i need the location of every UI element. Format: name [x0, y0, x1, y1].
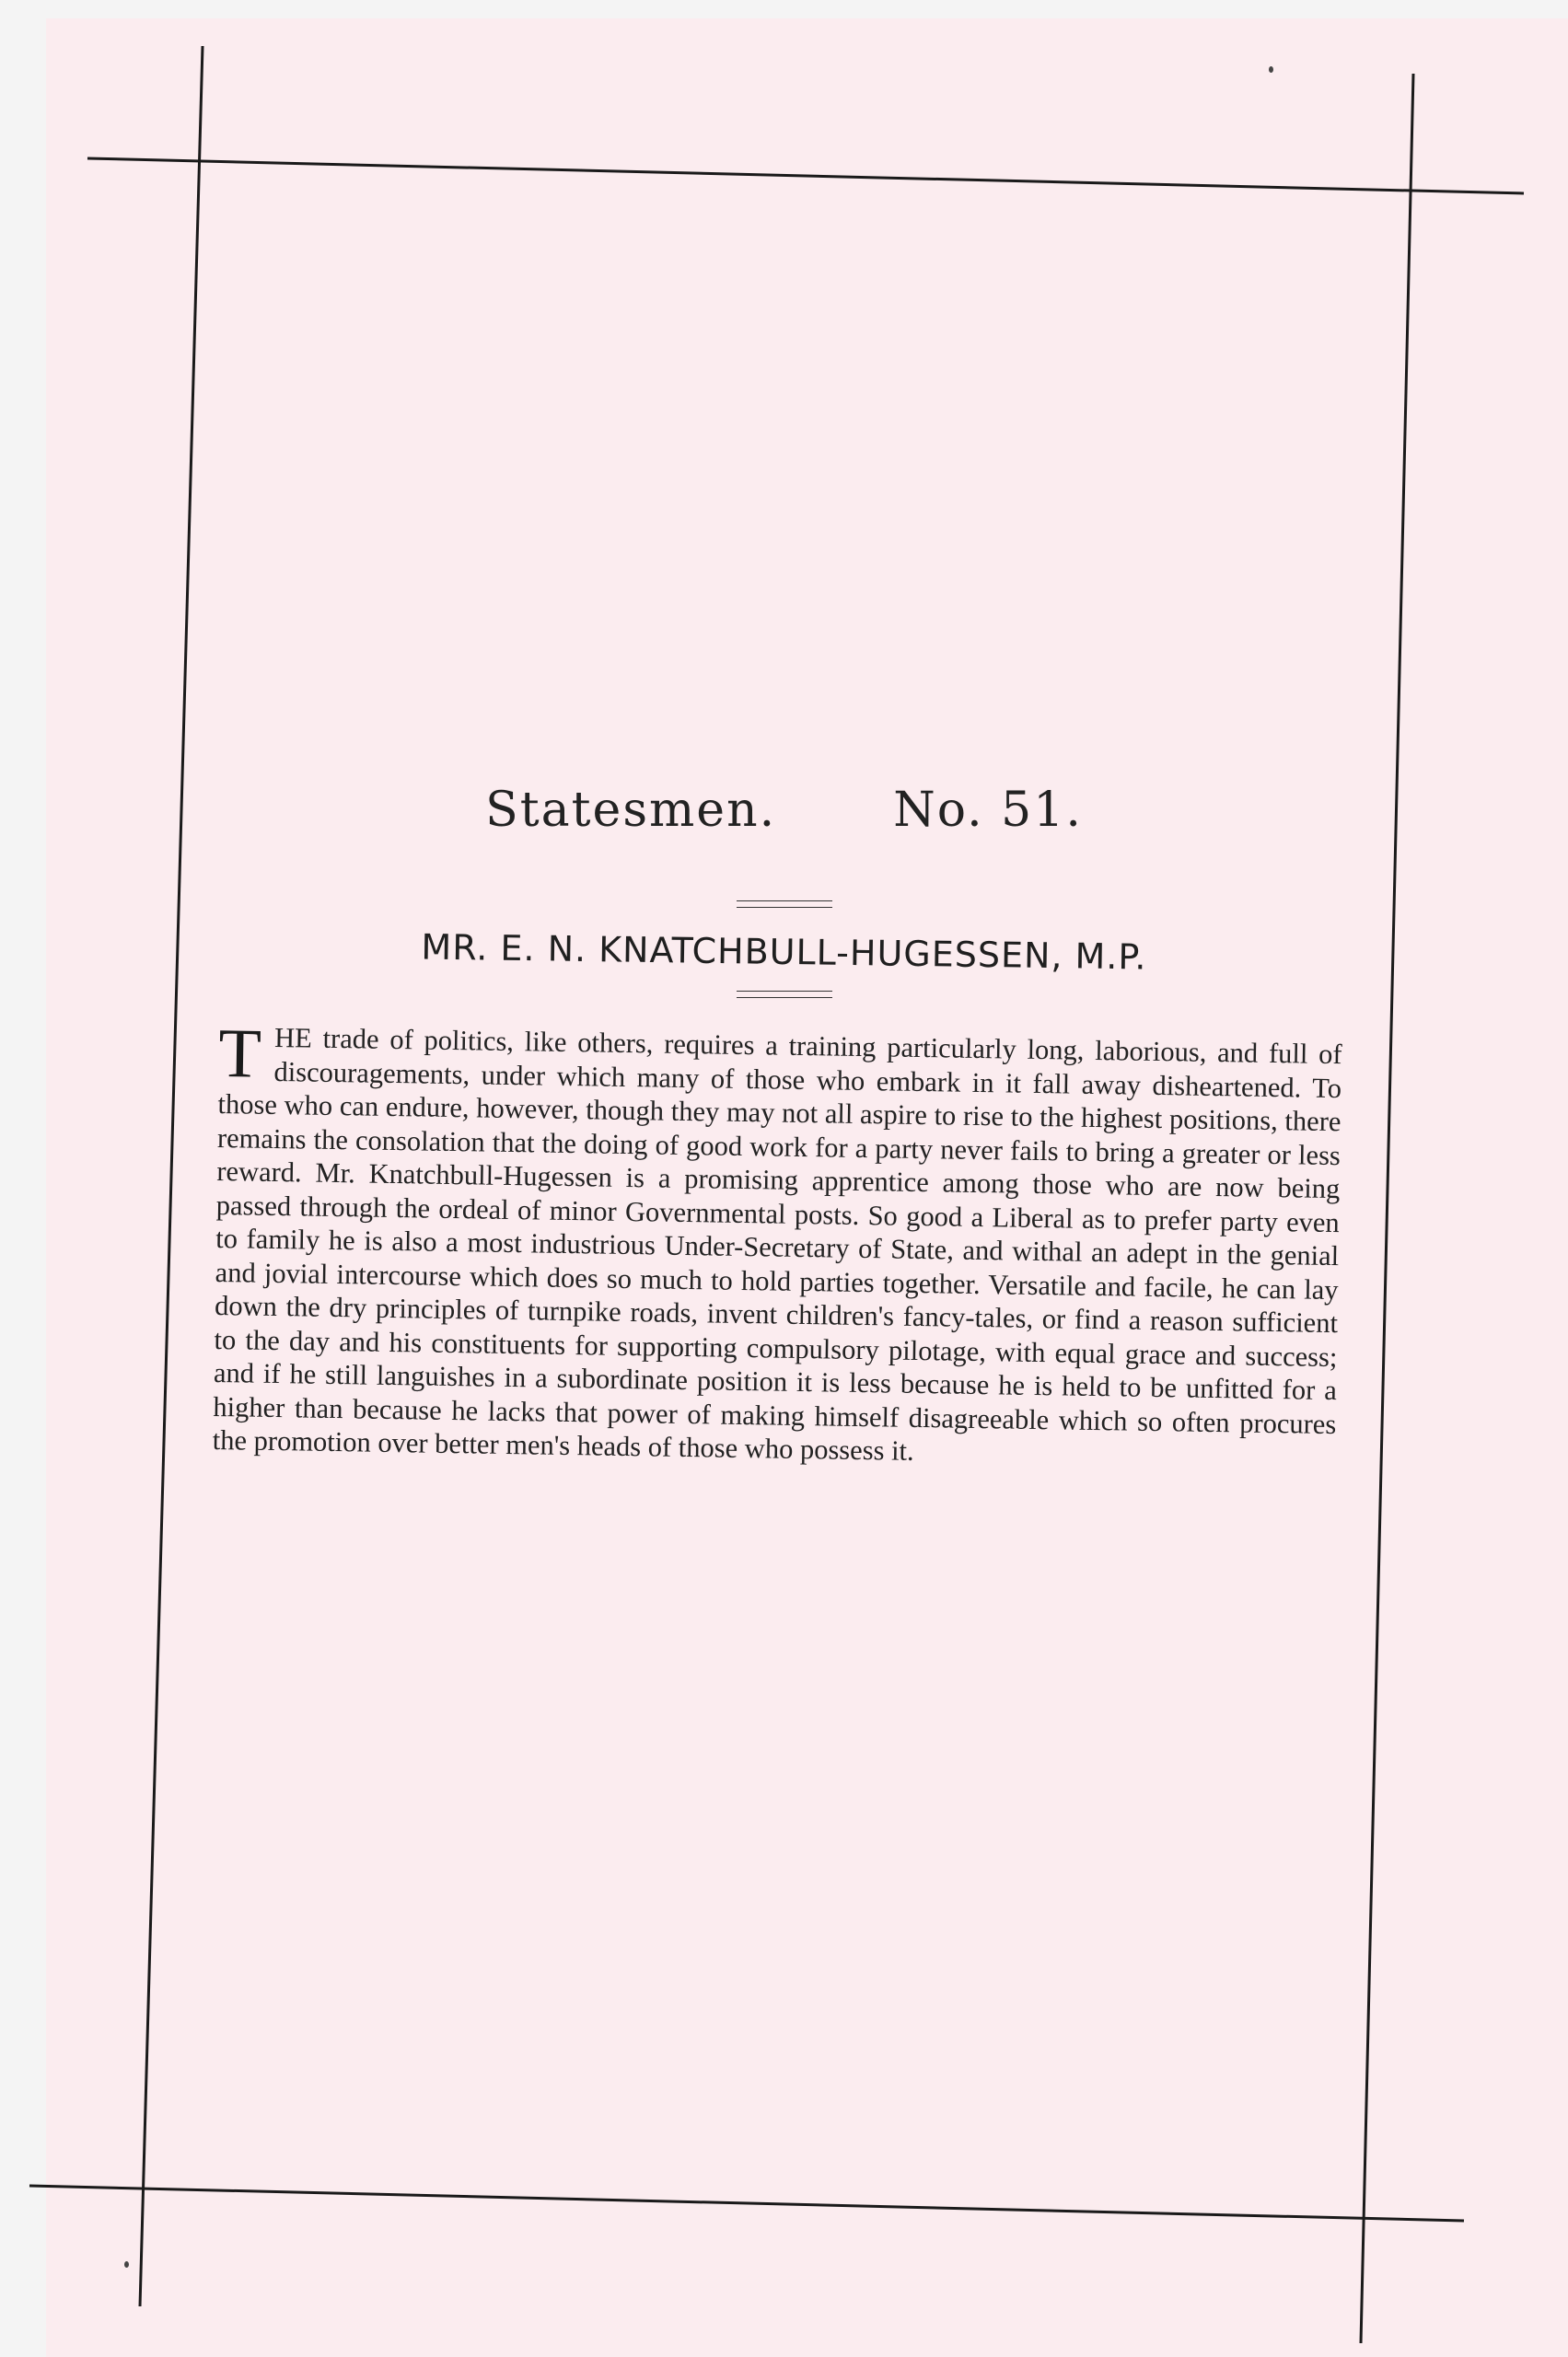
double-rule-divider — [737, 991, 832, 998]
border-left-line — [140, 46, 203, 2306]
series-heading — [0, 783, 1568, 838]
article-text: HE trade of politics, like others, requires a training particularly long, laborious, and full of discouragements, under which many of those who embark in it fall away disheartened. To those who can endure, however, though they may not all aspire to rise to the highest positions, there remains the consolation that the doing of good work for a party never fails to bring a greater or less reward. Mr. Knatchbull-Hugessen is a promising apprentice among those who are now being passed through the ordeal of minor Governmental posts. So good a Liberal as to prefer party even to family he is also a most industrious Under-Secretary of State, and withal an adept in the genial and jovial intercourse which does so much to hold parties together. Versatile and facile, he can lay down the dry principles of turnpike roads, invent children's fancy-tales, or find a reason sufficient to the day and his constituents for supporting compulsory pilotage, with equal grace and success; and if he still languishes in a subordinate position it is less because he is held to be unfitted for a higher than because he lacks that power of making himself disagreeable which so often procures the promotion over better men's heads of those who possess it. — [212, 1021, 1342, 1467]
ink-speck — [1269, 66, 1273, 73]
series-title: Statesmen. — [485, 783, 777, 838]
subject-name: MR. E. N. KNATCHBULL-HUGESSEN, M.P. — [421, 926, 1147, 978]
ink-speck — [124, 2261, 129, 2268]
series-number: No. 51. — [893, 783, 1083, 838]
border-right-line — [1361, 74, 1413, 2343]
article-body — [212, 1015, 1342, 1475]
double-rule-divider — [737, 900, 832, 908]
border-top-line — [87, 158, 1524, 193]
border-bottom-line — [29, 2186, 1464, 2221]
drop-cap: T — [217, 1015, 262, 1093]
